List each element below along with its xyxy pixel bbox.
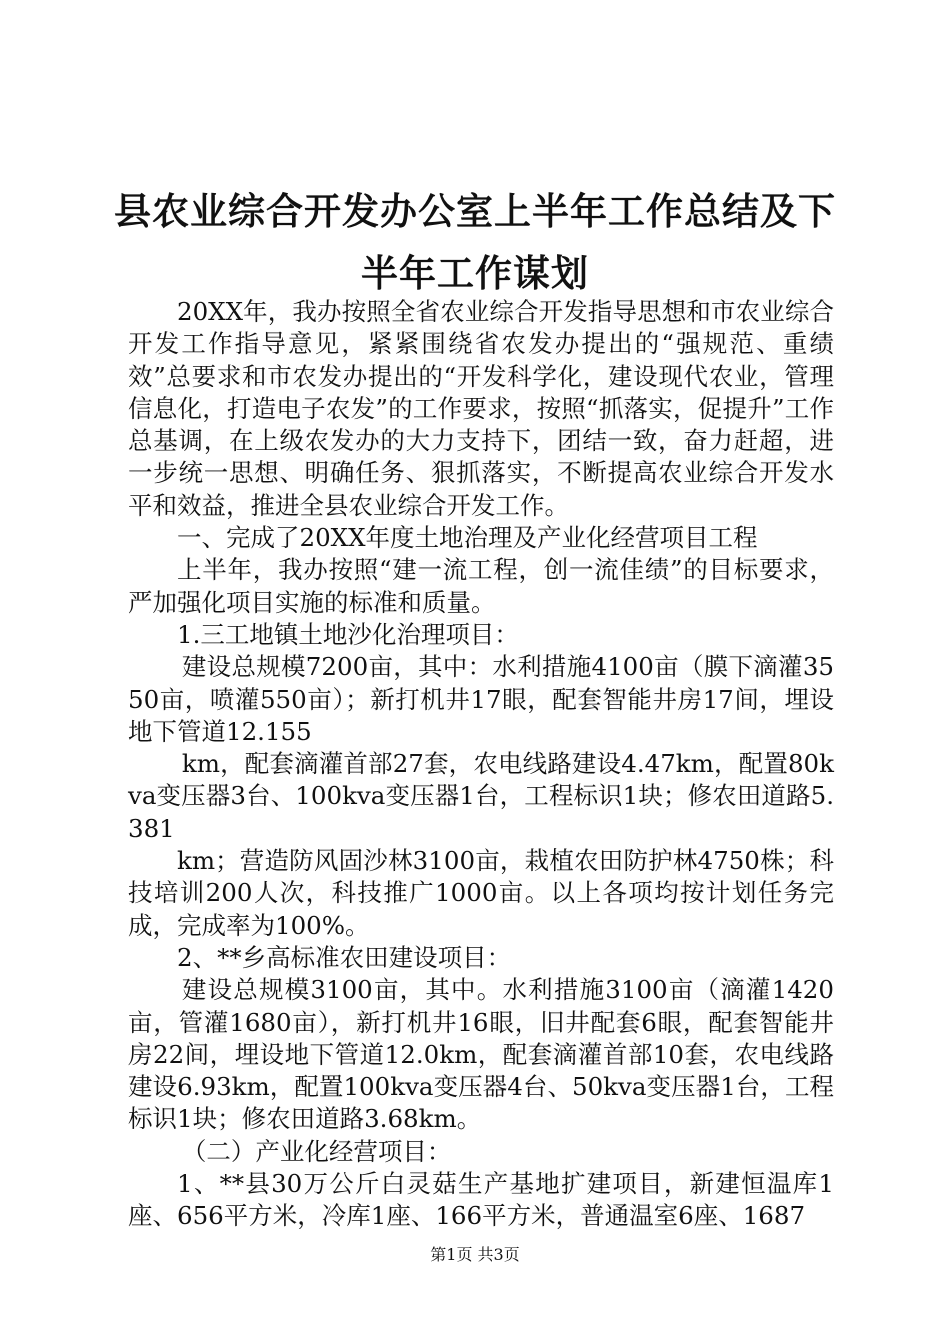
paragraph-item-1-c: km；营造防风固沙林3100亩，栽植农田防护林4750株；科技培训200人次，科技推广1000亩。以上各项均按计划任务完成，完成率为100%。: [128, 846, 834, 940]
paragraph-summary: 上半年，我办按照“建一流工程，创一流佳绩”的目标要求，严加强化项目实施的标准和质量。: [128, 555, 834, 617]
section-heading-2: （二）产业化经营项目：: [181, 1136, 452, 1166]
item-heading-2: 2、**乡高标准农田建设项目：: [177, 942, 512, 972]
paragraph-item-1-b: km，配套滴灌首部27套，农电线路建设4.47km，配置80kva变压器3台、100kva变压器1台，工程标识1块；修农田道路5.381: [128, 749, 834, 843]
paragraph-intro: 20XX年，我办按照全省农业综合开发指导思想和市农业综合开发工作指导意见，紧紧围绕省农发办提出的“强规范、重绩效”总要求和市农发办提出的“开发科学化，建设现代农业，管理信息化，打造电子农发”的工作要求，按照“抓落实，促提升”工作总基调，在上级农发办的大力支持下，团结一致，奋力赶超，进一步统一思想、明确任务、狠抓落实，不断提高农业综合开发水平和效益，推进全县农业综合开发工作。: [128, 297, 834, 520]
page-footer: 第1页 共3页: [430, 1245, 520, 1264]
item-heading-1: 1.三工地镇土地沙化治理项目：: [177, 619, 519, 649]
document-body: [128, 296, 834, 1233]
paragraph-industrial-1: 1、**县30万公斤白灵菇生产基地扩建项目，新建恒温库1座、656平方米，冷库1座、166平方米，普通温室6座、1687: [128, 1169, 834, 1231]
document-title: 县农业综合开发办公室上半年工作总结及下半年工作谋划: [114, 189, 836, 295]
section-heading-1: 一、完成了20XX年度土地治理及产业化经营项目工程: [177, 523, 758, 553]
paragraph-item-1-a: 建设总规模7200亩，其中：水利措施4100亩（膜下滴灌3550亩，喷灌550亩）；新打机井17眼，配套智能井房17间，埋设地下管道12.155: [128, 652, 834, 746]
paragraph-item-2: 建设总规模3100亩，其中。水利措施3100亩（滴灌1420亩，管灌1680亩），新打机井16眼，旧井配套6眼，配套智能井房22间，埋设地下管道12.0km，配套滴灌首部10套，农电线路建设6.93km，配置100kva变压器4台、50kva变压器1台，工程标识1块；修农田道路3.68km。: [128, 975, 834, 1134]
